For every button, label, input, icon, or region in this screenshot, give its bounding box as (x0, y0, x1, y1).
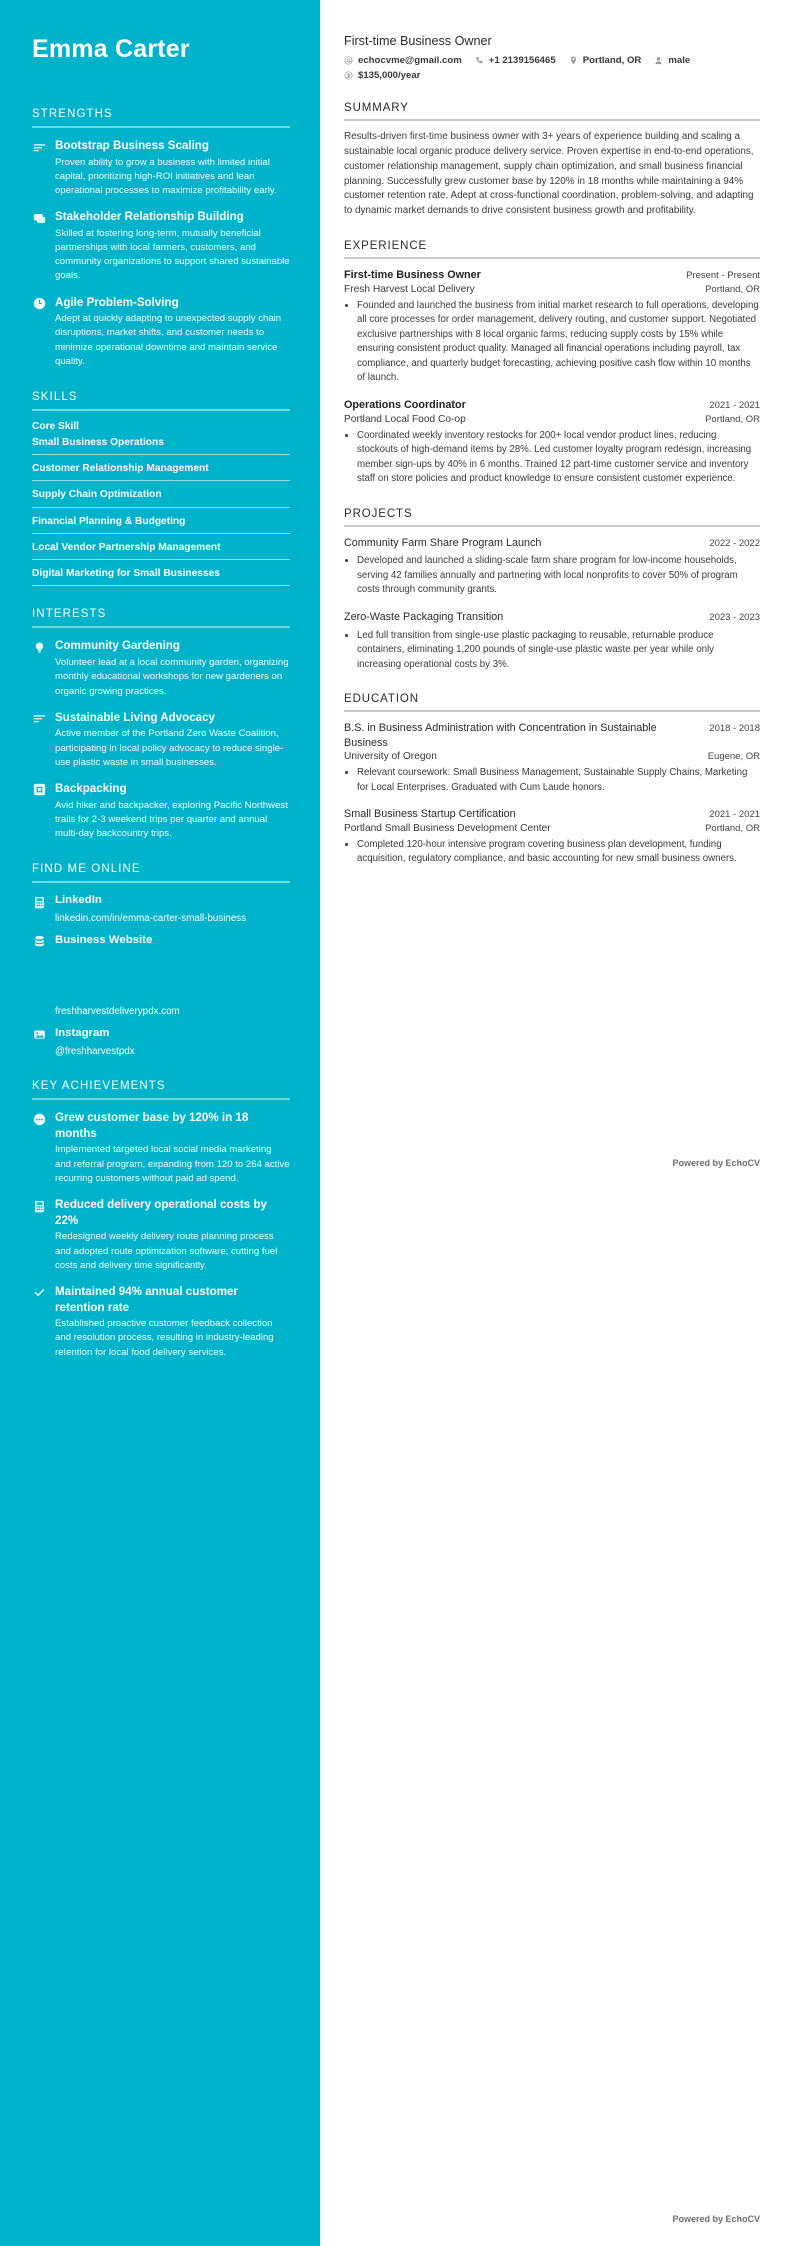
footer-brand-page2: Powered by EchoCV (672, 2214, 760, 2224)
experience-heading: EXPERIENCE (344, 240, 428, 253)
main-content (320, 0, 794, 2246)
education-bullets (357, 838, 760, 867)
skill-item: Financial Planning & Budgeting (32, 515, 290, 534)
projects-heading: PROJECTS (344, 507, 413, 520)
phone-icon (475, 56, 484, 65)
contact-location-text: Portland, OR (582, 55, 642, 66)
skill-item: Local Vendor Partnership Management (32, 541, 290, 560)
achievement-title: Grew customer base by 120% in 18 months (55, 1111, 249, 1140)
experience-date: Present - Present (686, 270, 760, 282)
contact-salary (344, 70, 420, 81)
experience-role: Operations Coordinator (344, 399, 466, 411)
project-bullets (357, 629, 760, 673)
money-icon (344, 71, 353, 80)
achievement-title: Maintained 94% annual customer retention rate (55, 1284, 238, 1314)
calculator-icon (32, 1199, 46, 1213)
project-bullets (357, 554, 760, 598)
bullet: • Relevant coursework: Small Business Management, Sustainable Supply Chains, Marketing for Local Enterprises. Graduated with Cum Laude honors. (357, 766, 760, 795)
link-value[interactable]: @freshharvestpdx (55, 1045, 135, 1057)
divider (32, 126, 290, 128)
link-business-website[interactable] (32, 933, 290, 949)
project-name: Zero-Waste Packaging Transition (344, 610, 504, 623)
link-value[interactable]: freshharvestdeliverypdx.com (55, 1005, 180, 1017)
strength-item (32, 209, 290, 283)
achievement-item (32, 1284, 290, 1360)
contact-line (344, 55, 760, 81)
sidebar-section-strengths (32, 108, 290, 369)
contact-phone-text: +1 2139156465 (488, 55, 556, 66)
interest-desc: Active member of the Portland Zero Waste Coalition, participating in local policy advocacy to reduce single-use plastic waste in small businesses. (55, 728, 284, 768)
divider (32, 881, 290, 883)
achievement-desc: Redesigned weekly delivery route planning process and adopted route optimization software, cutting fuel costs and delivery time significantly. (55, 1231, 278, 1271)
experience-org: Portland Local Food Co-op (344, 413, 466, 425)
strength-title: Stakeholder Relationship Building (55, 210, 244, 224)
experience-bullets (357, 429, 760, 487)
link-value[interactable]: linkedin.com/in/emma-carter-small-business (55, 913, 247, 925)
link-label: Business Website (55, 933, 153, 946)
achievement-desc: Implemented targeted local social media marketing and referral program, expanding from 120 to 264 active recurring customers without paid ad spend. (55, 1144, 290, 1184)
achievement-desc: Established proactive customer feedback collection and resolution process, resulting in industry-leading retention for local food delivery services. (55, 1318, 274, 1358)
project-item (344, 536, 760, 598)
education-date: 2021 - 2021 (709, 809, 760, 821)
achievement-item (32, 1110, 290, 1186)
check-icon (32, 1286, 46, 1300)
email-icon (344, 56, 353, 65)
dots-circle-icon (32, 1112, 46, 1126)
interest-title: Community Gardening (55, 639, 180, 653)
experience-item (344, 268, 760, 386)
divider (344, 257, 760, 259)
divider (32, 1098, 290, 1100)
sidebar-section-key-achievements (32, 1080, 290, 1360)
education-location: Portland, OR (705, 822, 760, 834)
strength-desc: Adept at quickly adapting to unexpected supply chain disruptions, market shifts, and customer needs to minimize operational downtime and maintain service quality. (55, 313, 282, 367)
interest-desc: Volunteer lead at a local community garden, organizing monthly educational workshops for new gardeners on organic growing practices. (55, 657, 289, 697)
section-projects (344, 508, 760, 672)
summary-text: Results-driven first-time business owner with 3+ years of experience building and scaling a sustainable local organic produce delivery service. Proven expertise in end-to-end operations, customer relationship management, supply chain optimization, and small business financial planning. Successfully grew customer base by 120% in 18 months while maintaining a 94% customer retention rate. Adept at cross-functional coordination, problem-solving, and adapting to dynamic market demands to drive consistent business growth and profitability. (344, 131, 754, 217)
lines-icon (32, 140, 46, 154)
link-label: Instagram (55, 1026, 110, 1039)
lightbulb-icon (32, 640, 46, 654)
interest-title: Sustainable Living Advocacy (55, 710, 215, 724)
chat-bubbles-icon (32, 211, 46, 225)
skill-item: Small Business Operations (32, 436, 290, 455)
education-date: 2018 - 2018 (709, 723, 760, 735)
skills-heading: SKILLS (32, 390, 78, 403)
summary-heading: SUMMARY (344, 102, 409, 114)
strength-title: Agile Problem-Solving (55, 295, 179, 309)
core-skill-label: Core Skill (32, 420, 79, 432)
interest-desc: Avid hiker and backpacker, exploring Pacific Northwest trails for 2-3 weekend trips per quarter and annual multi-day backcountry trips. (55, 799, 288, 839)
experience-item (344, 398, 760, 487)
interest-item (32, 781, 290, 841)
interest-title: Backpacking (55, 781, 127, 795)
bullet: • Founded and launched the business from initial market research to full operations, developing all core processes for order management, delivery routing, and customer support. Negotiated exclusive partnerships with 8 local organic farms, reducing supply costs by 15% while ensuring consistent product quality. Managed all financial operations including payroll, tax compliance, and quarterly budget forecasting, achieving positive cash flow within 10 months of launch. (357, 299, 760, 386)
experience-location: Portland, OR (705, 283, 760, 295)
contact-location (569, 55, 642, 66)
key-achievements-heading: KEY ACHIEVEMENTS (32, 1080, 166, 1093)
contact-email[interactable] (344, 55, 462, 66)
project-date: 2022 - 2022 (709, 537, 760, 549)
strength-desc: Proven ability to grow a business with limited initial capital, prioritizing high-ROI initiatives and lean operational processes to maximize profitability early. (55, 156, 277, 197)
contact-phone[interactable] (475, 55, 556, 66)
calculator-icon (32, 895, 46, 909)
section-summary (344, 102, 760, 219)
experience-location: Portland, OR (705, 413, 760, 425)
clock-circle-icon (32, 297, 46, 311)
education-item (344, 807, 760, 867)
education-school: University of Oregon (344, 751, 437, 763)
contact-email-text: echocvme@gmail.com (358, 55, 462, 66)
location-icon (569, 56, 578, 65)
strength-desc: Skilled at fostering long-term, mutually beneficial partnerships with local farmers, customers, and community organizations to support shared sustainable goals. (55, 227, 290, 282)
person-icon (654, 56, 663, 65)
education-degree: Small Business Startup Certification (344, 808, 516, 821)
project-name: Community Farm Share Program Launch (344, 536, 542, 549)
strength-item (32, 295, 290, 369)
divider (344, 710, 760, 712)
strengths-heading: STRENGTHS (32, 108, 113, 120)
sidebar-section-skills (32, 391, 290, 587)
interest-item (32, 710, 290, 770)
contact-salary-text: $135,000/year (358, 70, 421, 81)
database-icon (32, 935, 46, 949)
link-label: LinkedIn (55, 894, 102, 907)
divider (32, 409, 290, 411)
contact-gender (654, 55, 690, 66)
skill-item: Supply Chain Optimization (32, 488, 290, 507)
bullet: • Completed 120-hour intensive program covering business plan development, funding acquisition, regulatory compliance, and basic accounting for new small business owners. (357, 838, 760, 867)
footer-brand-page1: Powered by EchoCV (672, 1158, 760, 1168)
strength-item (32, 138, 290, 198)
divider (344, 119, 760, 121)
square-frame-icon (32, 783, 46, 797)
lines-icon (32, 712, 46, 726)
education-degree: B.S. in Business Administration with Concentration in Sustainable Business (344, 722, 657, 749)
project-date: 2023 - 2023 (709, 611, 760, 623)
divider (344, 525, 760, 527)
education-item (344, 721, 760, 795)
achievement-item (32, 1197, 290, 1273)
education-heading: EDUCATION (344, 693, 419, 706)
sidebar (0, 0, 320, 2246)
strength-title: Bootstrap Business Scaling (55, 139, 209, 152)
link-linkedin[interactable] (32, 893, 290, 909)
image-icon (32, 1028, 46, 1042)
divider (32, 626, 290, 628)
contact-gender-text: male (668, 55, 691, 66)
bullet: • Led full transition from single-use plastic packaging to reusable, returnable produce containers, eliminating 1,200 pounds of single-use plastic waste per year while only increasing operational costs by 3%. (357, 629, 760, 673)
sidebar-section-interests (32, 608, 290, 841)
interest-item (32, 638, 290, 698)
education-bullets (357, 766, 760, 795)
sidebar-section-find-me-online (32, 863, 290, 1058)
experience-bullets (357, 299, 760, 386)
education-school: Portland Small Business Development Center (344, 822, 551, 834)
skill-item: Customer Relationship Management (32, 462, 290, 481)
skill-item: Digital Marketing for Small Businesses (32, 567, 290, 586)
headline-job-title: First-time Business Owner (344, 34, 492, 48)
section-education (344, 693, 760, 867)
find-me-online-heading: FIND ME ONLINE (32, 863, 141, 876)
experience-date: 2021 - 2021 (709, 400, 760, 411)
project-item (344, 610, 760, 672)
experience-org: Fresh Harvest Local Delivery (344, 283, 475, 295)
interests-heading: INTERESTS (32, 608, 107, 621)
section-experience (344, 240, 760, 487)
bullet: • Developed and launched a sliding-scale farm share program for low-income households, serving 42 families annually and partnering with local nonprofits to cover 50% of program costs through community grants. (357, 554, 760, 598)
education-location: Eugene, OR (707, 751, 760, 763)
experience-role: First-time Business Owner (344, 269, 481, 282)
link-instagram[interactable] (32, 1026, 290, 1042)
bullet: • Coordinated weekly inventory restocks for 200+ local vendor product lines, reducing stockouts of high-demand items by 28%. Led customer loyalty program redesign, increasing member sign-ups by 40% in 6 months. Trained 12 part-time customer service and inventory staff on store policies and product knowledge to ensure consistent customer experience. (357, 429, 760, 487)
candidate-name: Emma Carter (32, 35, 190, 63)
achievement-title: Reduced delivery operational costs by 22% (55, 1198, 267, 1227)
